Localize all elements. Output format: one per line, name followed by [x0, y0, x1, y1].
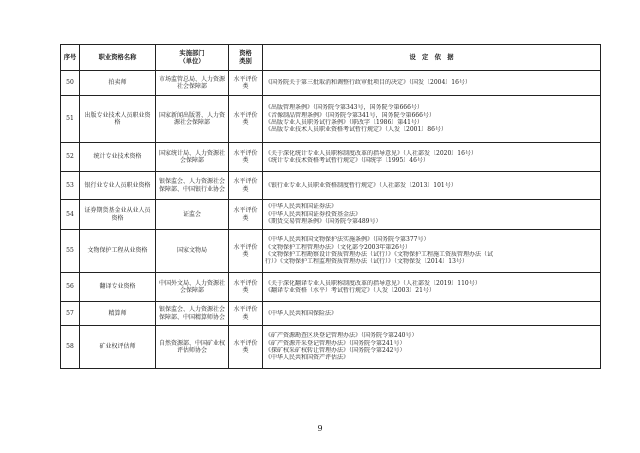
- qualification-name: 文物保护工程从业资格: [80, 230, 156, 273]
- table-row: [61, 302, 601, 326]
- legal-basis-line: 《文物保护工程勘察设计资质管理办法（试行）》《文物保护工程施工资质管理办法（试: [265, 251, 494, 258]
- header-category-line1: 资格: [239, 49, 252, 57]
- legal-basis-line: 《关于深化翻译专业人员职称制度改革的指导意见》（人社部发〔2019〕110号）: [265, 279, 481, 287]
- row-number: 58: [61, 326, 80, 369]
- qualification-category: 水平评价类: [229, 326, 263, 369]
- qualification-category: 水平评价类: [229, 230, 263, 273]
- header-dept-line1: 实施部门: [179, 49, 205, 57]
- legal-basis-line: 《中华人民共和国文物保护法实施条例》（国务院令第377号）: [265, 236, 430, 244]
- table-row: [61, 230, 601, 273]
- legal-basis-line: 《探矿权采矿权转让管理办法》（国务院令第242号）: [265, 347, 406, 354]
- legal-basis: [263, 96, 601, 143]
- qualification-name: 翻译专业资格: [80, 273, 156, 302]
- legal-basis-line: 《银行业专业人员职业资格制度暂行规定》（人社部发〔2013〕101号）: [265, 181, 457, 189]
- legal-basis-line: 《出版专业人员职务试行条例》（职改字〔1986〕第41号）: [265, 119, 423, 126]
- table-header: [61, 45, 601, 71]
- legal-basis-line: 《中华人民共和国证券法》: [265, 203, 338, 211]
- legal-basis-line: 《期货交易管理条例》（国务院令第489号）: [265, 218, 382, 226]
- legal-basis-line: 《音像制品管理条例》（国务院令第341号，国务院令第666号）: [265, 111, 435, 119]
- implementing-department: 银保监会、人力资源社会保障部、中国精算师协会: [156, 302, 229, 326]
- legal-basis: [263, 326, 601, 369]
- legal-basis-line: 行）》《文物保护工程监理资质管理办法（试行）》（文物保发〔2014〕13号）: [265, 258, 468, 266]
- header-no: 序号: [61, 45, 80, 71]
- header-dept-line2: （单位）: [179, 57, 205, 65]
- legal-basis-line: 《矿产资源开采登记管理办法》（国务院令第241号）: [265, 339, 406, 347]
- legal-basis: [263, 302, 601, 326]
- table-row: [61, 200, 601, 230]
- row-number: 53: [61, 172, 80, 200]
- qualification-category: 水平评价类: [229, 200, 263, 230]
- page-number: 9: [317, 424, 323, 433]
- table-row: [61, 96, 601, 143]
- legal-basis-line: 《翻译专业资格（水平）考试暂行规定》（人发〔2003〕21号）: [265, 287, 435, 294]
- qualification-name: 证券期货基金业从业人员资格: [80, 200, 156, 230]
- table-row: [61, 71, 601, 96]
- table-row: [61, 172, 601, 200]
- qualification-category: 水平评价类: [229, 143, 263, 172]
- row-number: 54: [61, 200, 80, 230]
- legal-basis: [263, 143, 601, 172]
- row-number: 50: [61, 71, 80, 96]
- header-name: 职业资格名称: [80, 45, 156, 71]
- row-number: 56: [61, 273, 80, 302]
- row-number: 52: [61, 143, 80, 172]
- qualification-category: 水平评价类: [229, 172, 263, 200]
- legal-basis-line: 《中华人民共和国资产评估法》: [265, 354, 350, 362]
- row-number: 55: [61, 230, 80, 273]
- legal-basis-line: 《文物保护工程管理办法》（文化部令2003年第26号）: [265, 243, 411, 251]
- implementing-department: 银保监会、人力资源社会保障部、中国银行业协会: [156, 172, 229, 200]
- implementing-department: 国家新闻出版署、人力资源社会保障部: [156, 96, 229, 143]
- legal-basis-line: 《国务院关于第三批取消和调整行政审批项目的决定》（国发〔2004〕16号）: [265, 79, 471, 87]
- legal-basis-line: 《中华人民共和国证券投资基金法》: [265, 210, 362, 218]
- qualification-category: 水平评价类: [229, 71, 263, 96]
- implementing-department: 证监会: [156, 200, 229, 230]
- row-number: 51: [61, 96, 80, 143]
- qualification-category: 水平评价类: [229, 302, 263, 326]
- header-category: [229, 45, 263, 71]
- qualification-name: 精算师: [80, 302, 156, 326]
- legal-basis: [263, 172, 601, 200]
- table-row: [61, 143, 601, 172]
- qualification-category: 水平评价类: [229, 96, 263, 143]
- qualification-name: 银行业专业人员职业资格: [80, 172, 156, 200]
- legal-basis: [263, 71, 601, 96]
- implementing-department: 国家文物局: [156, 230, 229, 273]
- implementing-department: 国家统计局、人力资源社会保障部: [156, 143, 229, 172]
- qualification-name: 矿业权评估师: [80, 326, 156, 369]
- table-body: [61, 71, 601, 369]
- legal-basis-line: 《出版专业技术人员职业资格考试暂行规定》（人发〔2001〕86号）: [265, 126, 447, 134]
- legal-basis-line: 《关于深化统计专业人员职称制度改革的指导意见》（人社部发〔2020〕16号）: [265, 149, 477, 157]
- qualification-table: [60, 44, 601, 369]
- header-dept: [156, 45, 229, 71]
- legal-basis: [263, 230, 601, 273]
- table-row: [61, 273, 601, 302]
- table-row: [61, 326, 601, 369]
- header-category-line2: 类别: [239, 57, 252, 65]
- qualification-category: 水平评价类: [229, 273, 263, 302]
- qualification-name: 统计专业技术资格: [80, 143, 156, 172]
- implementing-department: 市场监管总局、人力资源社会保障部: [156, 71, 229, 96]
- legal-basis: [263, 273, 601, 302]
- implementing-department: 自然资源部、中国矿业权评估师协会: [156, 326, 229, 369]
- row-number: 57: [61, 302, 80, 326]
- header-basis: 设 定 依 据: [263, 45, 601, 71]
- legal-basis-line: 《统计专业技术资格考试暂行规定》（国统字〔1995〕46号）: [265, 157, 429, 164]
- implementing-department: 中国外文局、人力资源社会保障部: [156, 273, 229, 302]
- legal-basis: [263, 200, 601, 230]
- qualification-name: 出版专业技术人员职业资格: [80, 96, 156, 143]
- legal-basis-line: 《出版管理条例》（国务院令第343号，国务院令第666号）: [265, 104, 423, 112]
- legal-basis-line: 《矿产资源勘查区块登记管理办法》（国务院令第240号）: [265, 332, 418, 340]
- legal-basis-line: 《中华人民共和国保险法》: [265, 309, 338, 317]
- qualification-name: 拍卖师: [80, 71, 156, 96]
